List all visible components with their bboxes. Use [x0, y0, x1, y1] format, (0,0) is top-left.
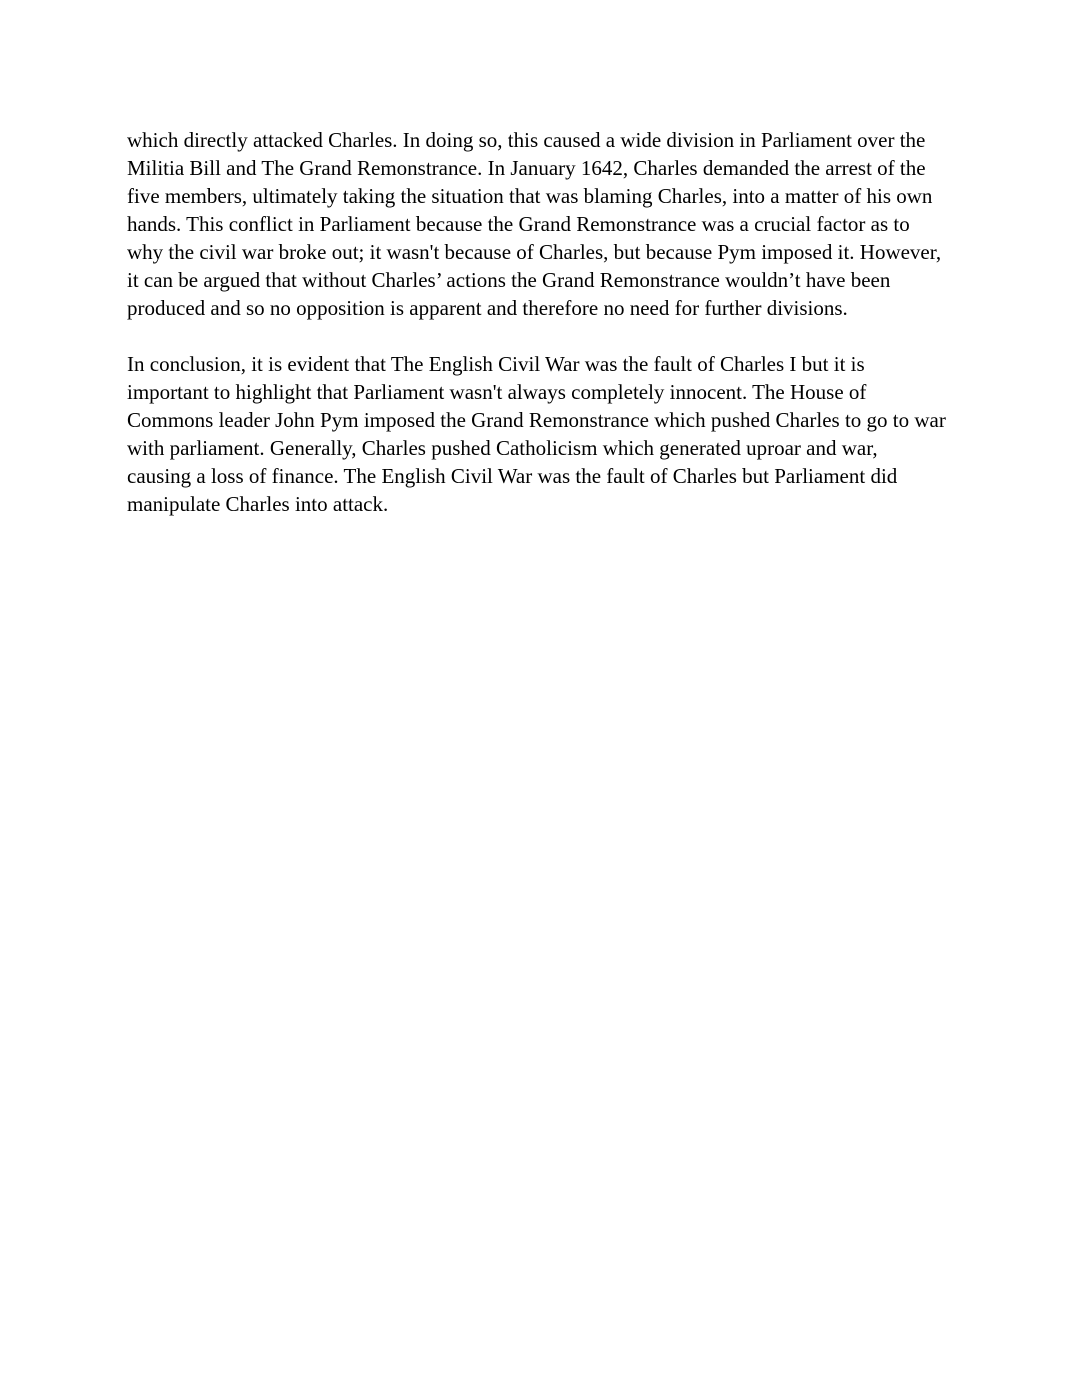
text-line: which directly attacked Charles. In doing so, this caused a wide division in Parliament over the: [127, 128, 926, 152]
text-line: produced and so no opposition is apparent and therefore no need for further divisions.: [127, 296, 848, 320]
text-line: Commons leader John Pym imposed the Grand Remonstrance which pushed Charles to go to war: [127, 408, 946, 432]
paragraph-grand-remonstrance: [127, 126, 957, 322]
text-line: Militia Bill and The Grand Remonstrance. In January 1642, Charles demanded the arrest of the: [127, 156, 926, 180]
text-line: five members, ultimately taking the situation that was blaming Charles, into a matter of his own: [127, 184, 933, 208]
text-line: important to highlight that Parliament wasn't always completely innocent. The House of: [127, 380, 867, 404]
text-line: hands. This conflict in Parliament because the Grand Remonstrance was a crucial factor as to: [127, 212, 910, 236]
paragraph-conclusion: [127, 350, 957, 518]
text-line: In conclusion, it is evident that The English Civil War was the fault of Charles I but it is: [127, 352, 865, 376]
text-line: causing a loss of finance. The English Civil War was the fault of Charles but Parliament did: [127, 464, 898, 488]
text-line: why the civil war broke out; it wasn't because of Charles, but because Pym imposed it. However,: [127, 240, 942, 264]
text-line: with parliament. Generally, Charles pushed Catholicism which generated uproar and war,: [127, 436, 878, 460]
document-body: [127, 126, 957, 518]
text-line: manipulate Charles into attack.: [127, 492, 389, 516]
text-line: it can be argued that without Charles’ actions the Grand Remonstrance wouldn’t have been: [127, 268, 891, 292]
